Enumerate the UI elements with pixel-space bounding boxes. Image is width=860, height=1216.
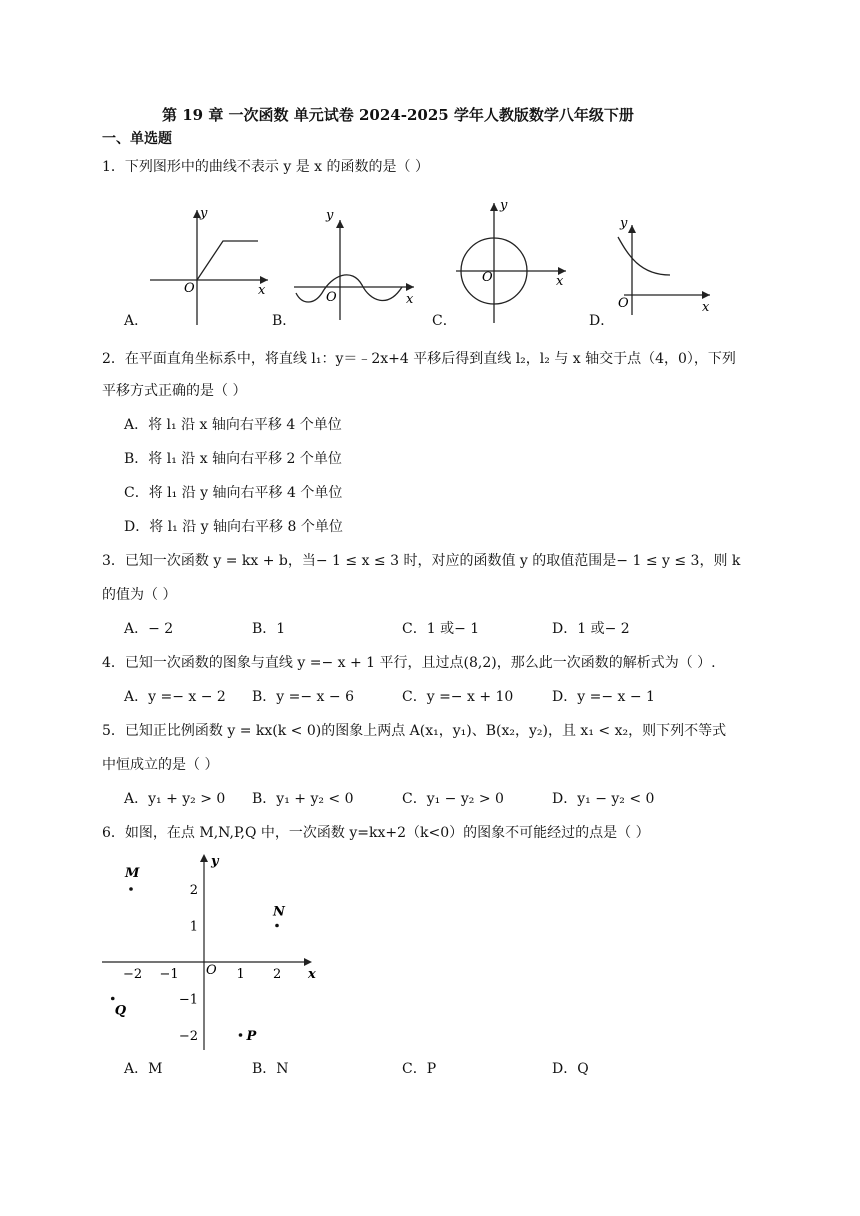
q6-point-p	[239, 1033, 243, 1037]
q5-line2: 中恒成立的是（ ）	[102, 757, 219, 773]
q6-x-label: x	[308, 967, 316, 982]
q6-x-tick-label: −1	[159, 967, 179, 982]
q6-y-tick-label: 1	[189, 919, 198, 935]
q1-stem: 1．下列图形中的曲线不表示 y 是 x 的函数的是（ ）	[102, 159, 429, 175]
q5-option-a: A．y₁ + y₂ > 0	[124, 791, 226, 807]
q2-option-a: A．将 l₁ 沿 x 轴向右平移 4 个单位	[124, 417, 342, 433]
q5-option-c: C．y₁ − y₂ > 0	[402, 791, 504, 807]
q5-line1: 5．已知正比例函数 y = kx(k < 0)的图象上两点 A(x₁，y₁)、B(x₂，y₂)，且 x₁ < x₂，则下列不等式	[102, 723, 727, 739]
q1-b-origin: O	[326, 290, 337, 305]
q1-a-y-label: y	[200, 206, 208, 221]
q1-option-c: C．	[432, 313, 457, 329]
q1-graph-d	[610, 215, 720, 315]
q6-y-tick-label: −2	[178, 1029, 198, 1044]
q6-option-c: C．P	[402, 1061, 437, 1077]
q4-option-b: B．y =− x − 6	[252, 689, 354, 705]
q4-option-a: A．y =− x − 2	[124, 689, 226, 705]
q6-origin: O	[206, 963, 217, 978]
q6-x-tick-label: 2	[273, 967, 282, 982]
q1-graph-a	[140, 200, 275, 330]
q1-option-d: D．	[589, 313, 615, 329]
q6-option-d: D．Q	[552, 1061, 589, 1077]
q3-option-d: D．1 或− 2	[552, 621, 630, 637]
q6-y-tick-label: −1	[178, 992, 198, 1008]
q2-option-d: D．将 l₁ 沿 y 轴向右平移 8 个单位	[124, 519, 343, 535]
q6-point-label-q: Q	[114, 1003, 127, 1019]
q1-b-y-label: y	[326, 208, 334, 223]
q1-graph-b	[290, 205, 420, 325]
page-title: 第 19 章 一次函数 单元试卷 2024-2025 学年人教版数学八年级下册	[162, 106, 634, 124]
q5-option-d: D．y₁ − y₂ < 0	[552, 791, 655, 807]
q6-point-label-p: P	[246, 1029, 257, 1044]
q1-a-origin: O	[184, 281, 195, 296]
q3-option-b: B．1	[252, 621, 286, 637]
q4-stem: 4．已知一次函数的图象与直线 y =− x + 1 平行，且过点(8,2)，那么此一次函数的解析式为（ ）.	[102, 655, 716, 671]
q1-c-x-label: x	[556, 274, 564, 289]
q6-point-m	[129, 887, 133, 891]
q6-point-label-m: M	[125, 866, 140, 881]
q6-y-tick-label: 2	[189, 883, 198, 898]
q5-option-b: B．y₁ + y₂ < 0	[252, 791, 354, 807]
q2-option-b: B．将 l₁ 沿 x 轴向右平移 2 个单位	[124, 451, 342, 467]
q3-line2: 的值为（ ）	[102, 587, 177, 603]
q1-d-origin: O	[618, 296, 629, 311]
q1-graph-c	[450, 195, 575, 325]
q2-line2: 平移方式正确的是（ ）	[102, 383, 247, 399]
q2-option-c: C．将 l₁ 沿 y 轴向右平移 4 个单位	[124, 485, 343, 501]
q6-option-b: B．N	[252, 1061, 289, 1077]
q1-option-a: A．	[124, 313, 149, 329]
q3-option-a: A．− 2	[124, 621, 174, 637]
q6-stem: 6．如图，在点 M,N,P,Q 中，一次函数 y=kx+2（k<0）的图象不可能经过的点是（ ）	[102, 825, 650, 841]
q4-option-c: C．y =− x + 10	[402, 689, 514, 705]
section-heading: 一、单选题	[102, 131, 172, 147]
q6-point-n	[275, 924, 279, 928]
q1-option-b: B．	[272, 313, 297, 329]
q3-option-c: C．1 或− 1	[402, 621, 480, 637]
q1-d-x-label: x	[702, 300, 710, 315]
q1-d-y-label: y	[620, 216, 628, 231]
q6-option-a: A．M	[124, 1061, 163, 1077]
q1-c-origin: O	[482, 270, 493, 285]
q1-b-x-label: x	[406, 292, 414, 307]
q6-y-label: y	[211, 854, 219, 869]
q6-figure	[98, 852, 328, 1052]
q1-a-x-label: x	[258, 283, 266, 298]
q6-point-q	[111, 997, 115, 1001]
q3-line1: 3．已知一次函数 y = kx + b，当− 1 ≤ x ≤ 3 时，对应的函数值 y 的取值范围是− 1 ≤ y ≤ 3，则 k	[102, 553, 741, 569]
q4-option-d: D．y =− x − 1	[552, 689, 655, 705]
q6-x-tick-label: 1	[236, 967, 245, 982]
q1-c-y-label: y	[500, 198, 508, 213]
q6-x-tick-label: −2	[123, 967, 143, 982]
q6-point-label-n: N	[273, 904, 285, 920]
q2-line1: 2．在平面直角坐标系中，将直线 l₁：y＝﹣2x+4 平移后得到直线 l₂，l₂ 与 x 轴交于点（4，0），下列	[102, 351, 736, 367]
